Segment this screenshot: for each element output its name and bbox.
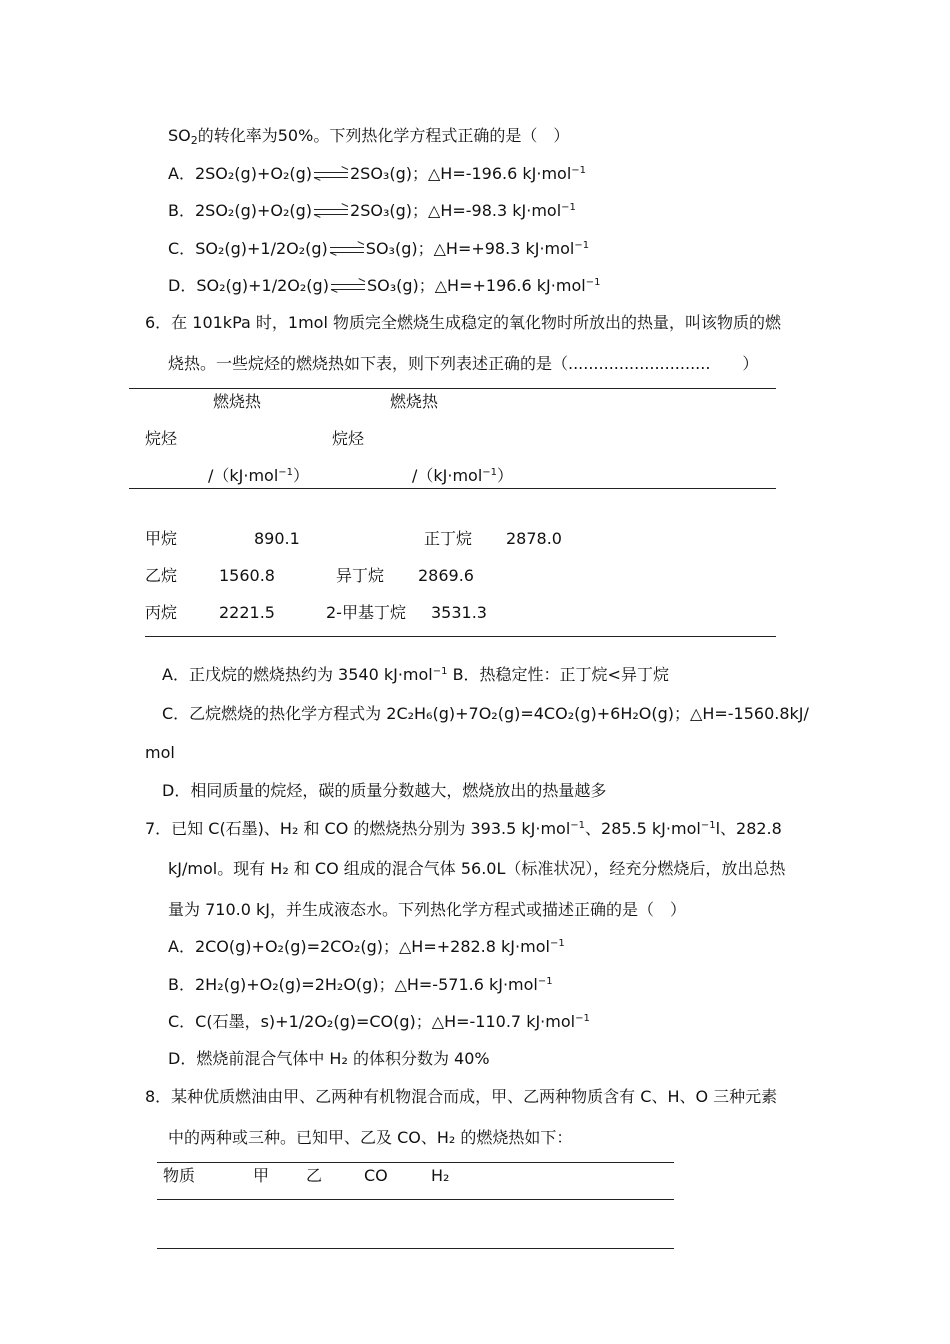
q6-header-heat-2: 燃烧热	[390, 392, 439, 411]
q7-option-c: C．C(石墨，s)+1/2O₂(g)=CO(g)；△H=-110.7 kJ·mol$^{-1}$	[168, 1012, 590, 1031]
table-cell: 3531.3	[431, 603, 487, 622]
equilibrium-arrow-icon	[314, 206, 348, 218]
q6-option-ab: A．正戊烷的燃烧热约为 3540 kJ·mol$^{-1}$ B．热稳定性：正丁烷<异丁烷	[162, 665, 669, 684]
table-cell: 异丁烷	[336, 566, 385, 585]
q6-header-heat-1: 燃烧热	[213, 392, 262, 411]
table-cell: 890.1	[254, 529, 300, 548]
q8-header-co: CO	[364, 1166, 388, 1185]
q8-table-top-rule	[157, 1162, 674, 1163]
q6-option-c: C．乙烷燃烧的热化学方程式为 2C₂H₆(g)+7O₂(g)=4CO₂(g)+6H₂O(g)；△H=-1560.8kJ/	[162, 704, 809, 723]
q6-header-alkane-2: 烷烃	[332, 429, 365, 448]
equilibrium-arrow-icon	[314, 169, 348, 181]
q8-header-h2: H₂	[431, 1166, 450, 1185]
q6-stem-line2: 烧热。一些烷烃的燃烧热如下表，则下列表述正确的是（............................ ）	[168, 354, 759, 373]
table-cell: 2221.5	[219, 603, 275, 622]
q6-stem-line1: 6．在 101kPa 时，1mol 物质完全燃烧生成稳定的氧化物时所放出的热量，叫该物质的燃	[145, 313, 781, 332]
q7-option-d: D．燃烧前混合气体中 H₂ 的体积分数为 40%	[168, 1049, 490, 1068]
q7-option-a: A．2CO(g)+O₂(g)=2CO₂(g)；△H=+282.8 kJ·mol$^{-1}$	[168, 937, 565, 956]
q6-table-bottom-rule	[145, 636, 776, 637]
q8-stem-line2: 中的两种或三种。已知甲、乙及 CO、H₂ 的燃烧热如下：	[168, 1128, 573, 1147]
q5-option-d: D．SO₂(g)+1/2O₂(g) SO₃(g)；△H=+196.6 kJ·mol$^{-1}$	[168, 276, 601, 295]
q5-option-b: B．2SO₂(g)+O₂(g) 2SO₃(g)；△H=-98.3 kJ·mol$^{-1}$	[168, 201, 576, 220]
q7-stem-line3: 量为 710.0 kJ，并生成液态水。下列热化学方程式或描述正确的是（ ）	[168, 900, 686, 919]
q8-header-substance: 物质	[163, 1166, 196, 1185]
q5-option-a: A．2SO₂(g)+O₂(g) 2SO₃(g)；△H=-196.6 kJ·mol$^{-1}$	[168, 164, 587, 183]
q6-table-top-rule	[129, 388, 776, 389]
equilibrium-arrow-icon	[330, 244, 364, 256]
q6-header-unit-1: /（kJ·mol$^{-1}$）	[208, 466, 310, 485]
q5-option-c: C．SO₂(g)+1/2O₂(g) SO₃(g)；△H=+98.3 kJ·mol$^{-1}$	[168, 239, 590, 258]
table-cell: 甲烷	[145, 529, 178, 548]
q6-header-unit-2: /（kJ·mol$^{-1}$）	[412, 466, 514, 485]
q6-option-d: D．相同质量的烷烃，碳的质量分数越大，燃烧放出的热量越多	[162, 781, 607, 800]
q8-table-header-rule	[157, 1199, 674, 1200]
table-cell: 正丁烷	[424, 529, 473, 548]
q7-stem-line1: 7．已知 C(石墨)、H₂ 和 CO 的燃烧热分别为 393.5 kJ·mol$^{-1}$、285.5 kJ·mol$^{-1}$l、282.8	[145, 819, 782, 838]
q7-option-b: B．2H₂(g)+O₂(g)=2H₂O(g)；△H=-571.6 kJ·mol$^{-1}$	[168, 975, 553, 994]
q6-table-header-rule	[129, 488, 776, 489]
table-cell: 乙烷	[145, 566, 178, 585]
q6-header-alkane-1: 烷烃	[145, 429, 178, 448]
q8-stem-line1: 8．某种优质燃油由甲、乙两种有机物混合而成，甲、乙两种物质含有 C、H、O 三种元素	[145, 1087, 778, 1106]
q8-header-yi: 乙	[306, 1166, 323, 1185]
q6-option-c-cont: mol	[145, 743, 175, 762]
q5-stem: $SO_2$的转化率为50%。下列热化学方程式正确的是（ ）	[168, 126, 570, 147]
table-cell: 2878.0	[506, 529, 562, 548]
table-cell: 丙烷	[145, 603, 178, 622]
q8-header-jia: 甲	[253, 1166, 270, 1185]
table-cell: 1560.8	[219, 566, 275, 585]
q8-table-row-rule	[157, 1248, 674, 1249]
equilibrium-arrow-icon	[331, 281, 365, 293]
table-cell: 2-甲基丁烷	[326, 603, 406, 622]
q7-stem-line2: kJ/mol。现有 H₂ 和 CO 组成的混合气体 56.0L（标准状况），经充分燃烧后，放出总热	[168, 859, 786, 878]
table-cell: 2869.6	[418, 566, 474, 585]
